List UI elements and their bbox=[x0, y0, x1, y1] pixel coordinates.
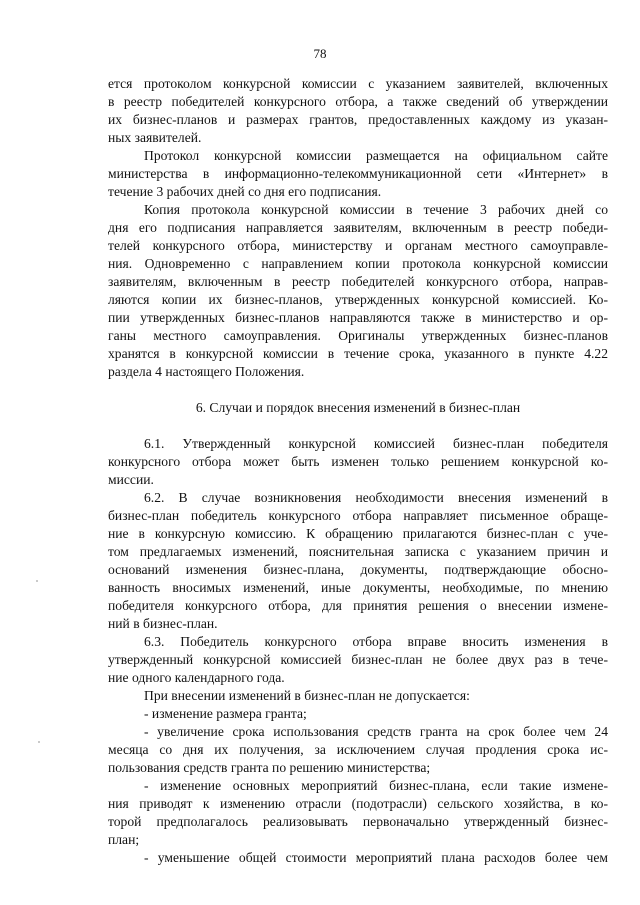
text-line: Протокол конкурсной комиссии размещается на официальном сайте bbox=[144, 148, 608, 163]
text-line: месяца со дня их получения, за исключением случая продления срока ис- bbox=[108, 742, 608, 757]
text-line: хранятся в конкурсной комиссии в течение срока, указанного в пункте 4.22 bbox=[108, 346, 608, 361]
text-line: план; bbox=[108, 832, 140, 847]
text-line: ние одного календарного года. bbox=[108, 670, 285, 685]
text-line: победителя конкурсного отбора, для принятия решения о внесении измене- bbox=[108, 598, 608, 613]
text-line: том предлагаемых изменений, пояснительная записка с указанием причин и bbox=[108, 544, 608, 559]
text-line: ется протоколом конкурсной комиссии с указанием заявителей, включенных bbox=[108, 76, 608, 91]
text-line: 6.3. Победитель конкурсного отбора вправе вносить изменения в bbox=[144, 634, 608, 649]
list-item: - изменение размера гранта; bbox=[144, 706, 307, 721]
text-line: торой предполагалось реализовывать первоначально утвержденный бизнес- bbox=[108, 814, 608, 829]
text-line: министерства в информационно-телекоммуникационной сети «Интернет» в bbox=[108, 166, 608, 181]
text-line: Копия протокола конкурсной комиссии в течение 3 рабочих дней со bbox=[144, 202, 608, 217]
text-line: При внесении изменений в бизнес-план не допускается: bbox=[144, 688, 470, 703]
text-line: утвержденный конкурсной комиссией бизнес-план не более двух раз в тече- bbox=[108, 652, 608, 667]
section-heading: 6. Случаи и порядок внесения изменений в бизнес-план bbox=[195, 400, 521, 415]
text-line: их бизнес-планов и размерах грантов, предоставленных каждому из указан- bbox=[108, 112, 608, 127]
text-line: в реестр победителей конкурсного отбора, а также сведений об утверждении bbox=[108, 94, 608, 109]
page-number: 78 bbox=[313, 46, 327, 61]
text-line: пользования средств гранта по решению министерства; bbox=[108, 760, 431, 775]
scan-speck bbox=[38, 741, 40, 743]
text-line: ния приводят к изменению отрасли (подотрасли) сельского хозяйства, в ко- bbox=[108, 796, 608, 811]
text-line: пии утвержденных бизнес-планов направляются также в министерство и ор- bbox=[108, 310, 608, 325]
text-line: ний в бизнес-план. bbox=[108, 616, 218, 631]
text-line: ляются копии их бизнес-планов, утвержденных конкурсной комиссией. Ко- bbox=[108, 292, 608, 307]
text-line: ния. Одновременно с направлением копии протокола конкурсной комиссии bbox=[108, 256, 608, 271]
text-line: течение 3 рабочих дней со дня его подписания. bbox=[108, 184, 382, 199]
text-line: телей конкурсного отбора, министерству и органам местного самоуправле- bbox=[108, 238, 608, 253]
text-line: ганы местного самоуправления. Оригиналы утвержденных бизнес-планов bbox=[108, 328, 608, 343]
text-line: ванность вносимых изменений, иные документы, необходимые, по мнению bbox=[108, 580, 608, 595]
text-line: 6.1. Утвержденный конкурсной комиссией бизнес-план победителя bbox=[144, 436, 608, 451]
text-line: заявителям, включенным в реестр победителей конкурсного отбора, направ- bbox=[108, 274, 608, 289]
text-line: раздела 4 настоящего Положения. bbox=[108, 364, 305, 379]
text-line: ние в конкурсную комиссию. К обращению прилагаются бизнес-план с уче- bbox=[108, 526, 608, 541]
text-line: 6.2. В случае возникновения необходимости внесения изменений в bbox=[144, 490, 608, 505]
list-item: - уменьшение общей стоимости мероприятий плана расходов более чем bbox=[144, 850, 608, 865]
text-line: конкурсного отбора может быть изменен только решением конкурсной ко- bbox=[108, 454, 608, 469]
text-line: оснований изменения бизнес-плана, документы, подтверждающие обосно- bbox=[108, 562, 608, 577]
text-line: дня его подписания направляется заявителям, включенным в реестр победи- bbox=[108, 220, 608, 235]
scan-speck bbox=[36, 580, 38, 582]
text-line: ных заявителей. bbox=[108, 130, 202, 145]
list-item: - изменение основных мероприятий бизнес-плана, если такие измене- bbox=[144, 778, 608, 793]
text-line: бизнес-план победитель конкурсного отбора направляет письменное обраще- bbox=[108, 508, 608, 523]
text-line: миссии. bbox=[108, 472, 154, 487]
list-item: - увеличение срока использования средств гранта на срок более чем 24 bbox=[144, 724, 608, 739]
